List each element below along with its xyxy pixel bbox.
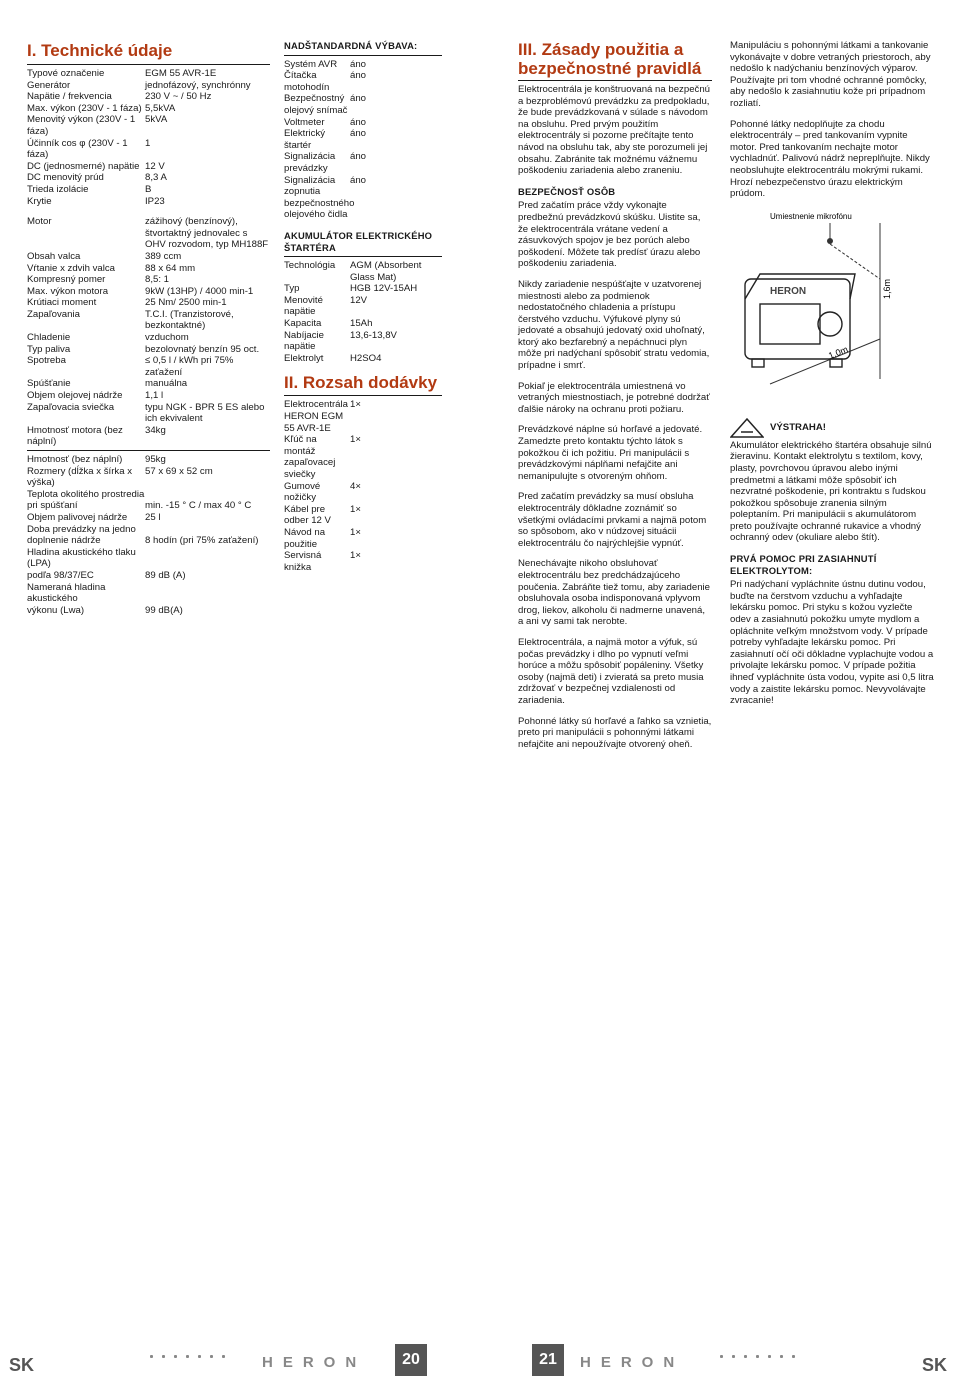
spec-row (27, 466, 270, 489)
spec-value (145, 547, 270, 570)
warning-title: VÝSTRAHA! (770, 421, 826, 433)
spec-row (27, 378, 270, 390)
spec-list-engine (27, 251, 270, 448)
spec-value: 25 Nm/ 2500 min-1 (145, 297, 227, 309)
spec-key: Motor (27, 216, 52, 228)
spec-key: Typové označenie (27, 68, 105, 79)
spec-value: áno (350, 174, 367, 186)
spec-row (284, 117, 442, 129)
spec-row (284, 434, 442, 480)
spec-row (27, 535, 270, 547)
spec-key: Kompresný pomer (27, 274, 106, 286)
paragraph: Elektrocentrála je konštruovaná na bezpečnú a bezproblémovú prevádzku za predpokladu, že bude prevádzkovaná v súlade s návodom na obsluhu. Pred prvým použitím elektrocentrály si pozorne prečítajte tento návod na obsluhu tak, aby ste porozumeli jej obsahu. Zabránite tak možnému vážnemu poškodeniu zariadenia alebo zraneniu. (518, 84, 710, 177)
spec-value (145, 524, 270, 536)
spec-key: Hladina akustického tlaku (LPA) (27, 546, 136, 570)
battery-underline (284, 256, 442, 257)
spec-row (284, 399, 442, 434)
spec-row (27, 500, 270, 512)
spec-key: podľa 98/37/EC (27, 569, 94, 581)
spec-value: 1× (350, 526, 361, 538)
paragraph: Pred začatím prevádzky sa musí obsluha elektrocentrály dôkladne zoznámiť so všetkými ovládacími prvkami a najmä potom so spôsobom, ako v núdzovej situácii elektrocentrálu čo najrýchlejšie vypnúť. (518, 491, 707, 549)
spec-value: vzduchom (145, 332, 189, 344)
spec-key: Menovitý výkon (230V - 1 fáza) (27, 114, 136, 137)
spec-key: Hmotnosť (bez náplní) (27, 454, 123, 465)
spec-value: 1× (350, 399, 361, 411)
spec-key: doplnenie nádrže (27, 535, 101, 547)
spec-key: Generátor (27, 79, 71, 91)
spec-key: Max. výkon motora (27, 285, 109, 297)
spec-value: áno (350, 151, 367, 163)
spec-value: 9kW (13HP) / 4000 min-1 (145, 285, 254, 297)
spec-value: HGB 12V-15AH (350, 283, 418, 295)
spec-value: 88 x 64 mm (145, 262, 196, 274)
page-number-right: 21 (532, 1344, 564, 1376)
spec-key: Servisná knižka (284, 550, 322, 573)
spec-row (27, 605, 270, 617)
spec-value: áno (350, 58, 367, 70)
spec-value: 1× (350, 503, 361, 515)
spec-row (284, 70, 442, 93)
spec-value: min. -15 ° C / max 40 ° C (145, 500, 252, 512)
equipment-column (284, 40, 442, 573)
spec-value: 5,5kVA (145, 102, 176, 114)
spec-key: Technológia (284, 260, 336, 272)
spec-value: áno (350, 116, 367, 128)
spec-key: Menovité napätie (284, 294, 323, 318)
paragraph: Manipuláciu s pohonnými látkami a tankovanie vykonávajte v dobre vetraných priestoroch, aby nedošlo k nadýchaniu benzínových výparov. Používajte pri tom vhodné ochranné pomôcky, aby nedošlo k zasiahnutiu kože pri prípadnom rozliatí. (730, 40, 931, 109)
spec-row (27, 355, 270, 378)
spec-key: Elektrocentrála HERON EGM 55 AVR-1E (284, 399, 348, 434)
spec-key: Rozmery (dĺžka x šírka x výška) (27, 465, 133, 489)
spec-value (145, 582, 270, 605)
spec-row (27, 390, 270, 402)
spec-key: Objem olejovej nádrže (27, 390, 123, 402)
spec-row (27, 80, 270, 92)
spec-key: Návod na použitie (284, 526, 326, 550)
spec-row (27, 402, 270, 425)
spec-row (27, 309, 270, 332)
spec-row (27, 103, 270, 115)
spec-value: áno (350, 70, 367, 82)
spec-value: AGM (Absorbent Glass Mat) (350, 260, 422, 283)
spec-row (284, 93, 442, 116)
spec-key: Spotreba (27, 355, 66, 367)
paragraph: Pohonné látky sú horľavé a ľahko sa vznietia, preto pri manipulácii s pohonnými látkami nefajčite ani nepoužívajte otvorený oheň. (518, 715, 712, 750)
spec-key: Vŕtanie x zdvih valca (27, 262, 115, 274)
spec-value: T.C.I. (Tranzistorové, bezkontaktné) (145, 308, 234, 332)
spec-value: 34kg (145, 424, 166, 436)
personal-safety-title: BEZPEČNOSŤ OSÔB (518, 185, 616, 197)
spec-row (27, 161, 270, 173)
spec-row (27, 547, 270, 570)
spec-value (145, 489, 270, 501)
spec-row (284, 330, 442, 353)
spec-row (284, 175, 442, 221)
spec-row (27, 489, 270, 501)
spec-row (284, 59, 442, 71)
spec-row (284, 527, 442, 550)
spec-value: áno (350, 128, 367, 140)
spec-key: Zapaľovacia sviečka (27, 401, 115, 413)
spec-row (27, 251, 270, 263)
spec-row (27, 297, 270, 309)
spec-key: Gumové nožičky (284, 480, 321, 504)
spec-value: 99 dB(A) (145, 604, 183, 616)
spec-value: áno (350, 93, 367, 105)
spec-key: Kľúč na montáž zapaľovacej sviečky (284, 434, 336, 480)
spec-key: Voltmeter (284, 116, 325, 128)
spec-value: 8,5: 1 (145, 274, 170, 286)
spec-value: 4× (350, 480, 361, 492)
spec-row (27, 512, 270, 524)
spec-value: 5kVA (145, 114, 168, 126)
spec-row (284, 504, 442, 527)
language-code-left: SK (9, 1355, 35, 1375)
spec-row (27, 114, 270, 137)
height-label: 1,6m (882, 278, 892, 299)
warning-heading (730, 418, 935, 438)
spec-value: H2SO4 (350, 352, 382, 364)
spec-key: Signalizácia prevádzky (284, 151, 336, 174)
spec-row (27, 524, 270, 536)
spec-value: 1 (145, 137, 151, 149)
spec-value: jednofázový, synchrónny (145, 79, 251, 91)
spec-row-motor (27, 216, 270, 251)
spec-list-misc (27, 454, 270, 616)
spec-row (27, 274, 270, 286)
brand-on-generator: HERON (770, 285, 807, 297)
spec-key: Max. výkon (230V - 1 fáza) (27, 102, 142, 114)
paragraph: Pohonné látky nedoplňujte za chodu elektrocentrály – pred tankovaním vypnite motor. Pred tankovaním nechajte motor vychladnúť. Palivovú nádrž nepreplňujte. Nikdy neobsluhujte elektrocentrálu mokrými rukami. Hrozí nebezpečenstvo úrazu elektrickým prúdom. (730, 118, 930, 200)
spec-value: B (145, 183, 152, 195)
language-code-right: SK (922, 1355, 948, 1375)
equipment-underline (284, 55, 442, 56)
spec-key: Krútiaci moment (27, 297, 97, 309)
spec-value: 8 hodín (pri 75% zaťažení) (145, 535, 259, 547)
spec-key: výkonu (Lwa) (27, 604, 85, 616)
spec-key: Signalizácia zopnutia bezpečnostného olejového čidla (284, 174, 355, 221)
equipment-list (284, 59, 442, 221)
spec-key: Nabíjacie napätie (284, 329, 324, 353)
spec-row (284, 318, 442, 330)
spec-key: Objem palivovej nádrže (27, 511, 128, 523)
spec-value: IP23 (145, 195, 165, 207)
spec-value: 89 dB (A) (145, 569, 186, 581)
paragraph: Pokiaľ je elektrocentrála umiestnená vo vetraných miestnostiach, je potrebné dodržať ďalšie nároky na ochranu proti požiaru. (518, 380, 710, 415)
spec-key: Elektrický štartér (284, 128, 326, 151)
spec-key: Účinník cos φ (230V - 1 fáza) (27, 137, 128, 161)
paragraph: Elektrocentrála, a najmä motor a výfuk, sú počas prevádzky i dlho po vypnutí veľmi horúce a môžu spôsobiť popáleniny. Všetky osoby (najmä deti) i zvieratá sa preto musia zdržovať v bezpečnej vzdialenosti od zariadenia. (518, 636, 704, 706)
spec-key: Bezpečnostný olejový snímač (284, 93, 348, 116)
distance-label: 1,0m (827, 343, 850, 361)
corrosive-hazard-icon (730, 418, 764, 438)
spec-key: DC (jednosmerné) napätie (27, 160, 140, 172)
spec-key: Systém AVR (284, 58, 338, 70)
spec-row (284, 151, 442, 174)
spec-row (27, 570, 270, 582)
page-number-left: 20 (395, 1344, 427, 1376)
brand-logo-left: HERON (262, 1354, 367, 1371)
spec-key: Čítačka motohodín (284, 70, 330, 93)
footer-dots-right (720, 1355, 795, 1361)
spec-value: 25 l (145, 511, 161, 523)
spec-row (284, 260, 442, 283)
spec-value: 1,1 l (145, 390, 164, 402)
paragraph: Nenechávajte nikoho obsluhovať elektrocentrálu bez predchádzajúceho poučenia. Zabráňte tiež tomu, aby zariadenie obsluhovala osoba indisponovaná vplyvom drog, liekov, alkoholu či nadmerne unavená, a ani vy sami tak nerobte. (518, 558, 710, 628)
spec-row (27, 172, 270, 184)
generator-illustration (730, 209, 930, 414)
spec-key: Chladenie (27, 332, 71, 344)
footer-dots-left (150, 1355, 225, 1361)
spec-row (27, 196, 270, 208)
spec-key: Kapacita (284, 318, 322, 330)
spec-row (284, 283, 442, 295)
battery-title: AKUMULÁTOR ELEKTRICKÉHO ŠTARTÉRA (284, 229, 433, 253)
spec-key: Teplota okolitého prostredia (27, 488, 145, 500)
spec-key: DC menovitý prúd (27, 172, 104, 184)
spec-row (284, 295, 442, 318)
spec-key: Hmotnosť motora (bez náplní) (27, 424, 123, 448)
spec-key: Spúšťanie (27, 378, 71, 390)
paragraph: Akumulátor elektrického štartéra obsahuje silnú žieravinu. Kontakt elektrolytu s textilom, kovy, plasty, povrchovou úpravou alebo inými predmetmi a látkami môže spôsobiť ich nezvratné poškodenie, pri kontraktu s ľudskou pokožkou spôsobuje zranenia silným poleptaním. Pri manipulácii s akumulátorom preto používajte ochranné rukavice a vhodný ochranný odev (okuliare alebo štít). (730, 439, 932, 544)
spec-row (27, 344, 270, 356)
spec-key: Obsah valca (27, 250, 81, 262)
spec-key: Kábel pre odber 12 V (284, 503, 331, 527)
scope-underline (284, 395, 442, 396)
spec-value: 13,6-13,8V (350, 329, 397, 341)
spec-value: ≤ 0,5 l / kWh pri 75% zaťažení (145, 355, 234, 378)
spec-row (27, 91, 270, 103)
spec-value: 57 x 69 x 52 cm (145, 465, 213, 477)
spec-value: 12 V (145, 160, 165, 172)
technical-data-column (27, 40, 270, 616)
spec-row (27, 425, 270, 448)
paragraph: Pri nadýchaní vypláchnite ústnu dutinu vodou, buďte na čerstvom vzduchu a vyhľadajte lekársku pomoc. Pri styku s kožou vyzlečte odev a zasiahnutú pokožku umyte mydlom a opláchnite veľkým množstvom vody. V prípade potreby vyhľadajte lekársku pomoc. Pri zasiahnutí očí oči dôkladne vyplachujte vodou a privolajte lekársku pomoc. V prípade požitia ihneď vypláchnite ústa vodou, vypite asi 0,5 litra vody a zaistite lekársku pomoc. Nevyvolávajte zvracanie! (730, 579, 934, 707)
title-underline (27, 64, 270, 65)
spec-key: Typ paliva (27, 343, 71, 355)
spec-row (27, 263, 270, 275)
spec-value: 1× (350, 550, 361, 562)
spec-row (27, 286, 270, 298)
spec-row (27, 184, 270, 196)
spec-value: typu NGK - BPR 5 ES alebo ich ekvivalent (145, 401, 265, 425)
first-aid-title: PRVÁ POMOC PRI ZASIAHNUTÍ ELEKTROLYTOM: (730, 553, 877, 576)
spec-value: 12V (350, 294, 368, 306)
section-title-scope: II. Rozsah dodávky (284, 373, 438, 393)
spec-row (284, 128, 442, 151)
spec-key: Doba prevádzky na jedno (27, 523, 136, 535)
safety-underline (518, 80, 712, 81)
spec-key: Krytie (27, 195, 52, 207)
spec-row (27, 68, 270, 80)
spec-value: bezolovnatý benzín 95 oct. (145, 343, 260, 355)
spec-key: Napätie / frekvencia (27, 91, 112, 103)
paragraph: Pred začatím práce vždy vykonajte predbežnú prevádzkovú skúšku. Uistite sa, že elektrocentrála vrátane vedení a zásuvkových spojov je bez porúch alebo poškodení. Môžete tak predísť úrazu alebo poškodeniu zariadenia. (518, 200, 701, 270)
spec-value: 230 V ~ / 50 Hz (145, 91, 212, 103)
safety-column-continued (730, 40, 935, 716)
paragraph: Nikdy zariadenie nespúšťajte v uzatvorenej miestnosti alebo za podmienok nedostatočného chladenia a prístupu čerstvého vzduchu. Výfukové plyny sú jedovaté a obsahujú jedovatý oxid uhoľnatý, ktorý ako bezfarebný a nepáchnuci plyn môže pri nadýchaní spôsobiť stratu vedomia, prípadne i smrť. (518, 278, 710, 372)
spec-value: 95kg (145, 454, 166, 465)
spec-value: 389 ccm (145, 250, 182, 262)
section-title-technical: I. Technické údaje (27, 41, 173, 60)
section-title-safety: III. Zásady použitia a bezpečnostné pravidlá (518, 40, 702, 78)
spec-row (284, 481, 442, 504)
battery-spec-list (284, 260, 442, 364)
spec-row (27, 582, 270, 605)
microphone-position-figure (730, 209, 930, 414)
spec-divider (27, 450, 270, 451)
spec-row (284, 353, 442, 365)
spec-value: 15Ah (350, 318, 373, 330)
scope-list (284, 399, 442, 573)
spec-key: Nameraná hladina akustického (27, 581, 106, 605)
spec-row (27, 332, 270, 344)
spec-value: EGM 55 AVR-1E (145, 68, 217, 79)
spec-list-general (27, 68, 270, 207)
spec-value: 8,3 A (145, 172, 167, 184)
equipment-title: NADŠTANDARDNÁ VÝBAVA: (284, 40, 418, 51)
spec-key: Zapaľovania (27, 308, 80, 320)
spec-value: manuálna (145, 378, 188, 390)
spec-row (284, 550, 442, 573)
spec-key: pri spúšťaní (27, 500, 78, 512)
safety-column (518, 40, 712, 759)
spec-key: Typ (284, 283, 300, 295)
spec-value: zážihový (benzínový), štvortaktný jednovalec s OHV rozvodom, typ MH188F (145, 216, 269, 251)
brand-logo-right: HERON (580, 1354, 685, 1371)
figure-label: Umiestnenie mikrofónu (770, 211, 852, 221)
paragraph: Prevádzkové náplne sú horľavé a jedovaté. Zamedzte preto kontaktu týchto látok s pokožkou či ich požitiu. Pri manipulácii s prevádzkovými náplňami nefajčite ani nemanipulujte s otvoreným ohňom. (518, 424, 703, 482)
spec-row (27, 138, 270, 161)
spec-key: Elektrolyt (284, 352, 324, 364)
spec-key: Trieda izolácie (27, 183, 89, 195)
spec-value: 1× (350, 434, 361, 446)
spec-row (27, 454, 270, 466)
